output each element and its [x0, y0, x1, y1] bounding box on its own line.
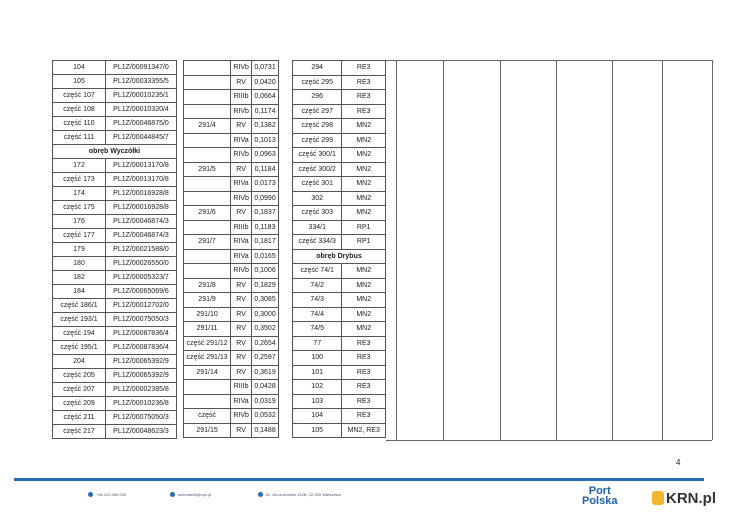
- table-row: [184, 293, 279, 308]
- table-cell: 184: [53, 285, 106, 299]
- mail-icon: [170, 492, 175, 497]
- table-cell: RE3: [342, 365, 386, 380]
- table-cell: 0,3619: [252, 365, 279, 380]
- table-cell: RE3: [342, 351, 386, 366]
- table-row: [53, 271, 177, 285]
- table-row: [293, 75, 386, 90]
- table-row: [293, 249, 386, 264]
- table-row: [53, 425, 177, 439]
- table-top-border: [386, 60, 712, 61]
- table-row: [53, 355, 177, 369]
- table-cell: RIVa: [231, 394, 252, 409]
- table-cell: 0,3000: [252, 307, 279, 322]
- table-cell: 296: [293, 90, 342, 105]
- table-cell: RIVa: [231, 235, 252, 250]
- table-row: [293, 423, 386, 438]
- empty-column-line: [662, 60, 663, 440]
- table-cell: RV: [231, 365, 252, 380]
- table-cell: MN2: [342, 278, 386, 293]
- table-cell: część 303: [293, 206, 342, 221]
- section-header: obręb Wyczółki: [53, 145, 177, 159]
- table-cell: RE3: [342, 90, 386, 105]
- table-cell: [184, 394, 231, 409]
- table-row: [184, 104, 279, 119]
- table-cell: RV: [231, 278, 252, 293]
- table-cell: MN2: [342, 191, 386, 206]
- table-row: [53, 327, 177, 341]
- table-cell: 0,0420: [252, 75, 279, 90]
- table-cell: część 177: [53, 229, 106, 243]
- table-cell: część 211: [53, 411, 106, 425]
- table-row: [184, 423, 279, 438]
- table-cell: PL1Z/00046875/0: [106, 117, 177, 131]
- table-row: [184, 206, 279, 221]
- table-row: [184, 322, 279, 337]
- table-row: [293, 235, 386, 250]
- table-cell: 0,1382: [252, 119, 279, 134]
- table-cell: 74/4: [293, 307, 342, 322]
- table-row: [53, 159, 177, 173]
- table-cell: [184, 249, 231, 264]
- table-cell: 0,1174: [252, 104, 279, 119]
- table-cell: RV: [231, 162, 252, 177]
- table-cell: część 74/1: [293, 264, 342, 279]
- table-cell: 291/9: [184, 293, 231, 308]
- location-icon: [258, 492, 263, 497]
- table-cell: 0,0428: [252, 380, 279, 395]
- table-cell: [184, 220, 231, 235]
- table-cell: 0,0173: [252, 177, 279, 192]
- table-cell: część 217: [53, 425, 106, 439]
- phone-icon: [88, 492, 93, 497]
- table-cell: 176: [53, 215, 106, 229]
- table-row: [184, 177, 279, 192]
- table-cell: część 193/1: [53, 313, 106, 327]
- table-cell: PL1Z/00033355/5: [106, 75, 177, 89]
- table-cell: 172: [53, 159, 106, 173]
- table-cell: RIVb: [231, 61, 252, 76]
- table-cell: 0,1817: [252, 235, 279, 250]
- table-cell: RIVb: [231, 148, 252, 163]
- table-cell: RV: [231, 423, 252, 438]
- table-row: [184, 220, 279, 235]
- table-cell: 0,2654: [252, 336, 279, 351]
- table-row: [184, 235, 279, 250]
- table-cell: część 300/1: [293, 148, 342, 163]
- table-cell: 291/11: [184, 322, 231, 337]
- table-cell: 0,2597: [252, 351, 279, 366]
- table-cell: część 291/13: [184, 351, 231, 366]
- table-cell: 291/7: [184, 235, 231, 250]
- table-row: [184, 75, 279, 90]
- table-cell: część: [184, 409, 231, 424]
- table-cell: RV: [231, 75, 252, 90]
- table-cell: 294: [293, 61, 342, 76]
- table-cell: RP1: [342, 235, 386, 250]
- plots-table-2: [183, 60, 279, 438]
- table-cell: MN2: [342, 264, 386, 279]
- table-row: [184, 133, 279, 148]
- table-cell: 0,0532: [252, 409, 279, 424]
- table-row: [184, 394, 279, 409]
- table-row: [53, 229, 177, 243]
- table-cell: 0,0165: [252, 249, 279, 264]
- table-cell: 204: [53, 355, 106, 369]
- plots-table-1: [52, 60, 177, 439]
- table-cell: MN2: [342, 322, 386, 337]
- table-row: [293, 90, 386, 105]
- table-cell: część 175: [53, 201, 106, 215]
- table-row: [184, 336, 279, 351]
- table-cell: PL1Z/00065392/9: [106, 369, 177, 383]
- table-row: [293, 162, 386, 177]
- table-cell: 0,1183: [252, 220, 279, 235]
- table-cell: 291/10: [184, 307, 231, 322]
- table-cell: 179: [53, 243, 106, 257]
- table-cell: PL1Z/00016928/8: [106, 201, 177, 215]
- empty-column-line: [396, 60, 397, 440]
- table-row: [293, 351, 386, 366]
- table-cell: 101: [293, 365, 342, 380]
- table-cell: [184, 191, 231, 206]
- table-cell: część 334/3: [293, 235, 342, 250]
- table-row: [184, 409, 279, 424]
- table-cell: [184, 104, 231, 119]
- table-cell: RV: [231, 351, 252, 366]
- table-cell: MN2, RE3: [342, 423, 386, 438]
- table-row: [184, 264, 279, 279]
- table-cell: 0,1013: [252, 133, 279, 148]
- table-cell: RE3: [342, 380, 386, 395]
- table-row: [53, 75, 177, 89]
- table-cell: [184, 264, 231, 279]
- table-cell: 0,0319: [252, 394, 279, 409]
- table-cell: część 295: [293, 75, 342, 90]
- table-cell: RV: [231, 293, 252, 308]
- empty-column-line: [712, 60, 713, 440]
- table-row: [184, 249, 279, 264]
- table-row: [184, 351, 279, 366]
- table-cell: 105: [293, 423, 342, 438]
- table-cell: MN2: [342, 148, 386, 163]
- table-cell: RIIIb: [231, 90, 252, 105]
- plots-table-3: [292, 60, 386, 438]
- table-cell: część 301: [293, 177, 342, 192]
- table-cell: PL1Z/00065069/6: [106, 285, 177, 299]
- table-cell: MN2: [342, 293, 386, 308]
- table-cell: 0,0990: [252, 191, 279, 206]
- table-cell: 0,1006: [252, 264, 279, 279]
- table-cell: 102: [293, 380, 342, 395]
- table-cell: 291/5: [184, 162, 231, 177]
- table-cell: RIVa: [231, 249, 252, 264]
- table-row: [184, 148, 279, 163]
- table-row: [184, 162, 279, 177]
- table-cell: PL1Z/00013170/8: [106, 159, 177, 173]
- table-cell: RE3: [342, 75, 386, 90]
- table-row: [184, 90, 279, 105]
- table-row: [53, 299, 177, 313]
- table-cell: PL1Z/00010236/8: [106, 397, 177, 411]
- table-cell: PL1Z/00010235/1: [106, 89, 177, 103]
- table-cell: RIVb: [231, 104, 252, 119]
- table-cell: 291/15: [184, 423, 231, 438]
- table-cell: PL1Z/00005323/7: [106, 271, 177, 285]
- table-cell: 74/2: [293, 278, 342, 293]
- table-cell: RIVb: [231, 264, 252, 279]
- table-cell: 291/8: [184, 278, 231, 293]
- table-cell: MN2: [342, 133, 386, 148]
- empty-column-line: [556, 60, 557, 440]
- table-row: [293, 307, 386, 322]
- table-cell: część 299: [293, 133, 342, 148]
- table-cell: 0,3502: [252, 322, 279, 337]
- table-row: [53, 201, 177, 215]
- table-cell: RV: [231, 119, 252, 134]
- footer-email: sekretariat@cpk.pl: [170, 492, 211, 497]
- table-cell: 291/6: [184, 206, 231, 221]
- table-cell: część 300/2: [293, 162, 342, 177]
- table-cell: PL1Z/00044845/7: [106, 131, 177, 145]
- table-cell: 74/5: [293, 322, 342, 337]
- table-row: [293, 322, 386, 337]
- table-cell: część 291/12: [184, 336, 231, 351]
- table-cell: część 107: [53, 89, 106, 103]
- table-cell: RE3: [342, 394, 386, 409]
- table-row: [53, 89, 177, 103]
- table-row: [53, 257, 177, 271]
- table-cell: część 297: [293, 104, 342, 119]
- table-cell: 180: [53, 257, 106, 271]
- table-cell: PL1Z/00087836/4: [106, 327, 177, 341]
- empty-column-line: [500, 60, 501, 440]
- table-row: [293, 119, 386, 134]
- table-cell: RIIIb: [231, 220, 252, 235]
- table-cell: część 194: [53, 327, 106, 341]
- table-cell: PL1Z/00016928/8: [106, 187, 177, 201]
- table-row: [293, 61, 386, 76]
- table-row: [293, 148, 386, 163]
- empty-column-line: [443, 60, 444, 440]
- table-cell: 0,1837: [252, 206, 279, 221]
- table-cell: RIVb: [231, 191, 252, 206]
- table-cell: [184, 90, 231, 105]
- table-cell: 0,3085: [252, 293, 279, 308]
- table-cell: PL1Z/00091347/0: [106, 61, 177, 75]
- table-cell: 0,1488: [252, 423, 279, 438]
- table-cell: RIVb: [231, 409, 252, 424]
- table-row: [293, 220, 386, 235]
- table-row: [293, 206, 386, 221]
- table-row: [53, 215, 177, 229]
- table-cell: 100: [293, 351, 342, 366]
- house-icon: [652, 491, 664, 505]
- table-cell: 334/1: [293, 220, 342, 235]
- table-cell: część 110: [53, 117, 106, 131]
- table-cell: część 186/1: [53, 299, 106, 313]
- table-row: [184, 380, 279, 395]
- table-cell: część 111: [53, 131, 106, 145]
- table-cell: RV: [231, 322, 252, 337]
- table-row: [53, 313, 177, 327]
- section-header: obręb Drybus: [293, 249, 386, 264]
- table-row: [53, 117, 177, 131]
- table-cell: PL1Z/00048623/3: [106, 425, 177, 439]
- table-cell: PL1Z/00026550/0: [106, 257, 177, 271]
- table-row: [293, 394, 386, 409]
- table-row: [53, 383, 177, 397]
- table-row: [53, 397, 177, 411]
- table-cell: RIIIb: [231, 380, 252, 395]
- table-row: [53, 243, 177, 257]
- table-cell: PL1Z/00046874/3: [106, 215, 177, 229]
- table-row: [293, 177, 386, 192]
- table-cell: RV: [231, 336, 252, 351]
- table-cell: PL1Z/00075050/3: [106, 411, 177, 425]
- table-cell: część 205: [53, 369, 106, 383]
- table-cell: MN2: [342, 119, 386, 134]
- table-cell: [184, 75, 231, 90]
- table-cell: 105: [53, 75, 106, 89]
- table-row: [293, 380, 386, 395]
- port-polska-logo: Port Polska: [582, 485, 618, 507]
- table-cell: 0,0731: [252, 61, 279, 76]
- table-cell: [184, 61, 231, 76]
- table-cell: 77: [293, 336, 342, 351]
- table-row: [53, 187, 177, 201]
- table-row: [53, 411, 177, 425]
- table-cell: MN2: [342, 177, 386, 192]
- table-row: [184, 365, 279, 380]
- table-row: [293, 264, 386, 279]
- table-cell: 104: [53, 61, 106, 75]
- table-row: [184, 278, 279, 293]
- footer-phone: +48 123 456 000: [88, 492, 126, 497]
- table-row: [293, 191, 386, 206]
- table-row: [53, 131, 177, 145]
- krn-watermark: KRN.pl: [652, 490, 716, 507]
- table-cell: RE3: [342, 104, 386, 119]
- table-cell: PL1Z/00075050/3: [106, 313, 177, 327]
- footer-address: Al. Jerozolimskie 142B, 02-305 Warszawa: [258, 492, 341, 497]
- table-row: [53, 145, 177, 159]
- table-cell: 103: [293, 394, 342, 409]
- table-cell: RE3: [342, 409, 386, 424]
- table-row: [53, 285, 177, 299]
- footer-bar: [14, 478, 704, 481]
- table-cell: 0,0963: [252, 148, 279, 163]
- table-bottom-border: [386, 440, 712, 441]
- table-row: [293, 278, 386, 293]
- table-row: [53, 103, 177, 117]
- table-cell: 174: [53, 187, 106, 201]
- table-cell: PL1Z/00087836/4: [106, 341, 177, 355]
- table-row: [53, 173, 177, 187]
- table-cell: [184, 177, 231, 192]
- table-row: [53, 341, 177, 355]
- table-cell: RP1: [342, 220, 386, 235]
- table-row: [53, 61, 177, 75]
- page-number: 4: [676, 458, 681, 467]
- table-cell: [184, 380, 231, 395]
- table-cell: [184, 148, 231, 163]
- table-row: [184, 119, 279, 134]
- table-cell: 0,0664: [252, 90, 279, 105]
- table-cell: RV: [231, 307, 252, 322]
- table-row: [293, 293, 386, 308]
- table-cell: [184, 133, 231, 148]
- table-cell: PL1Z/00012702/0: [106, 299, 177, 313]
- table-row: [184, 191, 279, 206]
- table-cell: 291/14: [184, 365, 231, 380]
- table-row: [184, 61, 279, 76]
- table-cell: PL1Z/00002385/8: [106, 383, 177, 397]
- table-cell: 291/4: [184, 119, 231, 134]
- table-row: [184, 307, 279, 322]
- table-cell: PL1Z/00046874/3: [106, 229, 177, 243]
- table-cell: PL1Z/00065392/9: [106, 355, 177, 369]
- table-cell: 182: [53, 271, 106, 285]
- table-row: [293, 133, 386, 148]
- table-row: [293, 336, 386, 351]
- table-cell: RIVa: [231, 133, 252, 148]
- table-cell: część 298: [293, 119, 342, 134]
- table-cell: MN2: [342, 307, 386, 322]
- table-cell: PL1Z/00021588/0: [106, 243, 177, 257]
- table-cell: część 195/1: [53, 341, 106, 355]
- table-cell: PL1Z/00013170/8: [106, 173, 177, 187]
- table-cell: 302: [293, 191, 342, 206]
- table-row: [293, 104, 386, 119]
- table-cell: RE3: [342, 336, 386, 351]
- table-row: [53, 369, 177, 383]
- table-cell: RV: [231, 206, 252, 221]
- table-row: [293, 409, 386, 424]
- table-cell: MN2: [342, 162, 386, 177]
- table-cell: MN2: [342, 206, 386, 221]
- table-cell: część 173: [53, 173, 106, 187]
- table-cell: część 207: [53, 383, 106, 397]
- table-cell: część 209: [53, 397, 106, 411]
- table-cell: RIVa: [231, 177, 252, 192]
- table-row: [293, 365, 386, 380]
- table-cell: RE3: [342, 61, 386, 76]
- table-cell: część 108: [53, 103, 106, 117]
- empty-column-line: [612, 60, 613, 440]
- table-cell: 0,1829: [252, 278, 279, 293]
- table-cell: PL1Z/00010320/4: [106, 103, 177, 117]
- table-cell: 0,1184: [252, 162, 279, 177]
- table-cell: 74/3: [293, 293, 342, 308]
- table-cell: 104: [293, 409, 342, 424]
